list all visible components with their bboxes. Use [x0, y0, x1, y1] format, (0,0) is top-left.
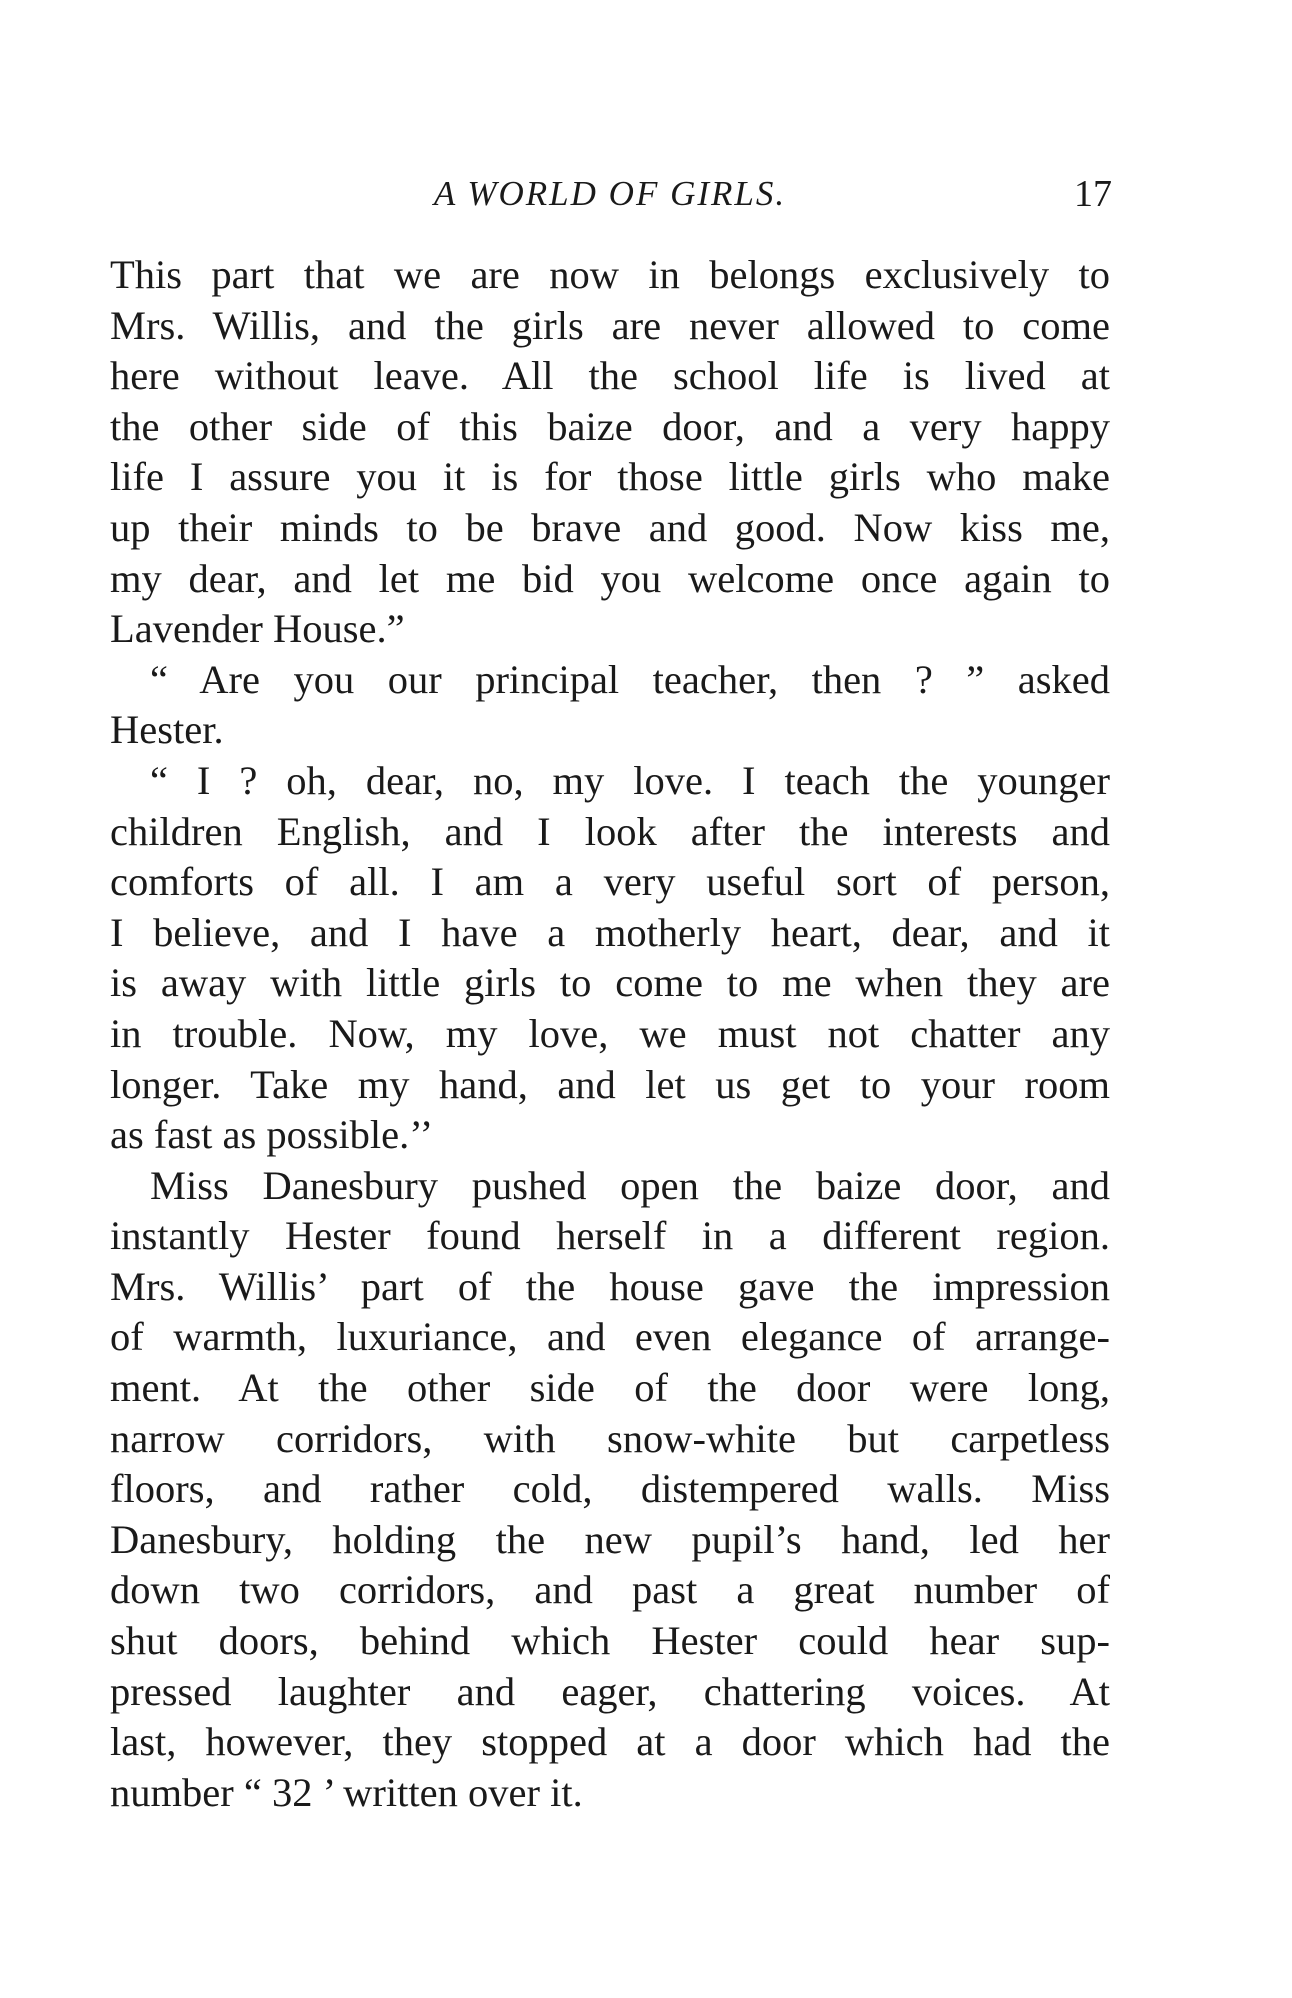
text-line: “ Are you our principal teacher, then ? ” asked — [150, 656, 1110, 702]
text-line: children English, and I look after the interests and — [110, 808, 1110, 854]
running-head — [108, 168, 1112, 216]
text-line: comforts of all. I am a very useful sort of person, — [110, 859, 1110, 905]
text-line: last, however, they stopped at a door which had the — [110, 1719, 1110, 1765]
text-line: Hester. — [110, 707, 224, 753]
body-text — [110, 250, 1110, 1818]
text-line: Danesbury, holding the new pupil’s hand, led her — [110, 1516, 1110, 1562]
text-line: shut doors, behind which Hester could hear sup- — [110, 1618, 1110, 1664]
text-line: number “ 32 ’ written over it. — [110, 1769, 583, 1815]
text-line: here without leave. All the school life is lived at — [110, 353, 1110, 399]
text-line: of warmth, luxuriance, and even elegance of arrange- — [110, 1314, 1110, 1360]
text-line: in trouble. Now, my love, we must not chatter any — [110, 1010, 1110, 1056]
text-line: my dear, and let me bid you welcome once again to — [110, 555, 1110, 601]
text-line: instantly Hester found herself in a different region. — [110, 1213, 1110, 1259]
text-line: Mrs. Willis’ part of the house gave the impression — [110, 1263, 1110, 1309]
text-line: longer. Take my hand, and let us get to your room — [110, 1061, 1110, 1107]
text-line: pressed laughter and eager, chattering voices. At — [110, 1668, 1110, 1714]
text-line: Lavender House.” — [110, 606, 405, 652]
text-line: narrow corridors, with snow-white but carpetless — [110, 1415, 1110, 1461]
text-line: the other side of this baize door, and a very happy — [110, 403, 1110, 449]
text-line: life I assure you it is for those little girls who make — [110, 454, 1110, 500]
page-number: 17 — [1074, 173, 1112, 215]
text-line: I believe, and I have a motherly heart, dear, and it — [110, 909, 1110, 955]
text-line: Mrs. Willis, and the girls are never allowed to come — [110, 302, 1110, 348]
running-title: A WORLD OF GIRLS. — [433, 174, 787, 213]
text-line: up their minds to be brave and good. Now kiss me, — [110, 504, 1110, 550]
text-line: down two corridors, and past a great number of — [110, 1567, 1110, 1613]
text-line: ment. At the other side of the door were long, — [110, 1365, 1110, 1411]
text-line: Miss Danesbury pushed open the baize door, and — [150, 1162, 1110, 1208]
text-line: is away with little girls to come to me when they are — [110, 960, 1110, 1006]
text-line: as fast as possible.’’ — [110, 1112, 434, 1158]
text-line: floors, and rather cold, distempered walls. Miss — [110, 1466, 1110, 1512]
text-line: “ I ? oh, dear, no, my love. I teach the younger — [150, 757, 1110, 803]
text-line: This part that we are now in belongs exclusively to — [110, 252, 1110, 297]
